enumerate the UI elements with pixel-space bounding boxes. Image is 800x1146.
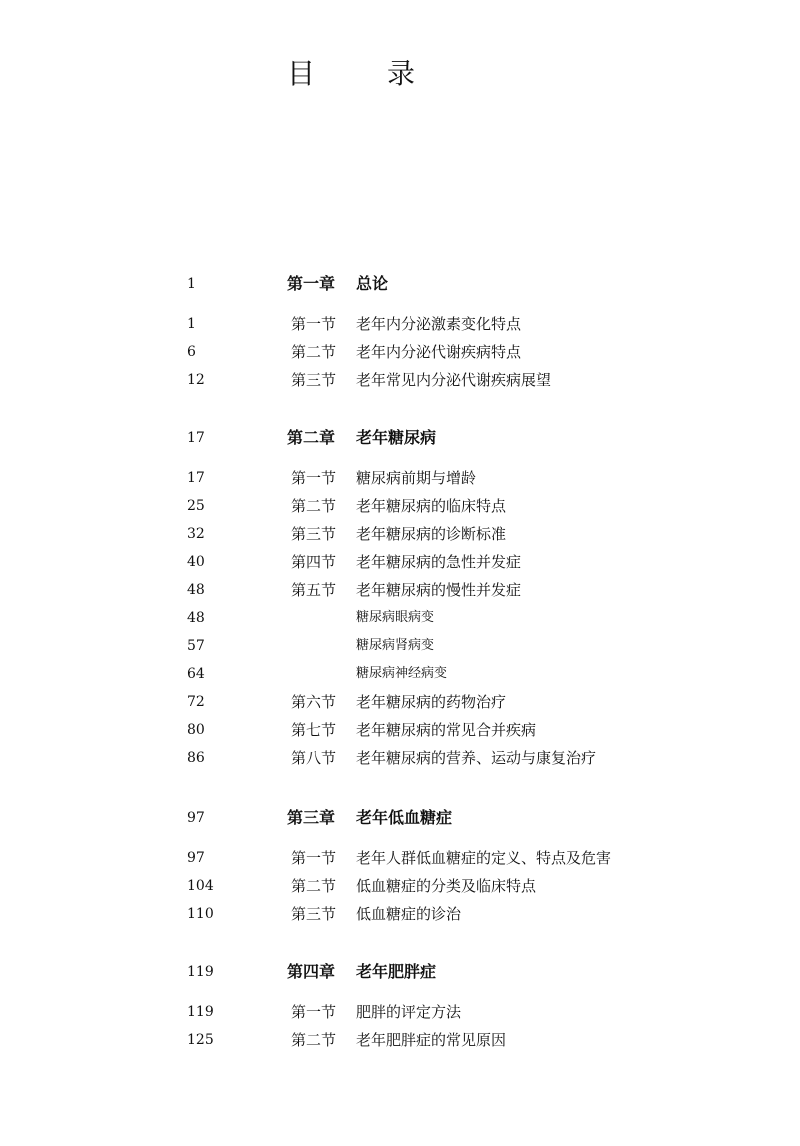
toc-section-row — [0, 1000, 800, 1024]
toc-section-label: 第一节 — [291, 469, 337, 487]
toc-subsection-row — [0, 662, 800, 686]
toc-section-label: 第二节 — [291, 497, 337, 515]
toc-page-number: 40 — [187, 554, 205, 570]
toc-chapter-label: 第三章 — [287, 808, 336, 827]
toc-section-row — [0, 1028, 800, 1052]
toc-page-number: 1 — [187, 276, 196, 292]
toc-entry-title: 老年内分泌代谢疾病特点 — [356, 343, 522, 361]
toc-page-number: 119 — [187, 964, 214, 980]
toc-entry-title: 老年糖尿病的慢性并发症 — [356, 581, 522, 599]
toc-page-number: 125 — [187, 1032, 214, 1048]
toc-entry-title: 老年糖尿病的急性并发症 — [356, 553, 522, 571]
toc-entry-title: 糖尿病前期与增龄 — [356, 469, 477, 487]
toc-entry-title: 老年内分泌激素变化特点 — [356, 315, 522, 333]
toc-entry-title: 糖尿病神经病变 — [356, 666, 448, 681]
toc-section-label: 第五节 — [291, 581, 337, 599]
toc-section-row — [0, 874, 800, 898]
toc-page-number: 97 — [187, 850, 205, 866]
toc-page-number: 57 — [187, 638, 205, 654]
toc-page-number: 6 — [187, 344, 196, 360]
toc-section-row — [0, 368, 800, 392]
toc-entry-title: 老年糖尿病的营养、运动与康复治疗 — [356, 749, 597, 767]
toc-page-number: 48 — [187, 610, 205, 626]
toc-section-row — [0, 466, 800, 490]
toc-section-label: 第二节 — [291, 343, 337, 361]
toc-chapter-row — [0, 806, 800, 830]
toc-chapter-title: 老年低血糖症 — [356, 808, 453, 827]
toc-chapter-label: 第二章 — [287, 428, 336, 447]
toc-section-row — [0, 846, 800, 870]
toc-section-label: 第三节 — [291, 371, 337, 389]
toc-entry-title: 老年人群低血糖症的定义、特点及危害 — [356, 849, 612, 867]
toc-page-number: 86 — [187, 750, 205, 766]
toc-section-label: 第三节 — [291, 525, 337, 543]
toc-entry-title: 肥胖的评定方法 — [356, 1003, 462, 1021]
toc-section-row — [0, 494, 800, 518]
toc-section-row — [0, 746, 800, 770]
page-title: 目 录 — [287, 57, 438, 90]
toc-entry-title: 老年糖尿病的药物治疗 — [356, 693, 507, 711]
toc-page-number: 17 — [187, 470, 205, 486]
toc-entry-title: 糖尿病肾病变 — [356, 638, 435, 653]
toc-section-row — [0, 522, 800, 546]
toc-page-number: 48 — [187, 582, 205, 598]
toc-section-row — [0, 718, 800, 742]
toc-chapter-title: 总论 — [356, 274, 389, 293]
toc-entry-title: 糖尿病眼病变 — [356, 610, 435, 625]
toc-page-number: 25 — [187, 498, 205, 514]
toc-page-number: 80 — [187, 722, 205, 738]
toc-page-number: 72 — [187, 694, 205, 710]
toc-page-number: 64 — [187, 666, 205, 682]
toc-entry-title: 低血糖症的分类及临床特点 — [356, 877, 537, 895]
toc-section-row — [0, 690, 800, 714]
toc-chapter-row — [0, 272, 800, 296]
toc-entry-title: 低血糖症的诊治 — [356, 905, 462, 923]
toc-page-number: 1 — [187, 316, 196, 332]
toc-section-row — [0, 550, 800, 574]
toc-section-label: 第二节 — [291, 1031, 337, 1049]
toc-section-row — [0, 902, 800, 926]
toc-chapter-row — [0, 960, 800, 984]
toc-section-label: 第六节 — [291, 693, 337, 711]
toc-section-label: 第三节 — [291, 905, 337, 923]
toc-chapter-label: 第一章 — [287, 274, 336, 293]
toc-section-label: 第二节 — [291, 877, 337, 895]
toc-chapter-title: 老年肥胖症 — [356, 962, 437, 981]
toc-chapter-label: 第四章 — [287, 962, 336, 981]
toc-chapter-row — [0, 426, 800, 450]
toc-page-number: 110 — [187, 906, 214, 922]
toc-page-number: 97 — [187, 810, 205, 826]
toc-section-label: 第一节 — [291, 1003, 337, 1021]
toc-chapter-title: 老年糖尿病 — [356, 428, 437, 447]
toc-entry-title: 老年糖尿病的常见合并疾病 — [356, 721, 537, 739]
toc-section-label: 第七节 — [291, 721, 337, 739]
toc-page-number: 119 — [187, 1004, 214, 1020]
toc-section-label: 第四节 — [291, 553, 337, 571]
toc-section-label: 第一节 — [291, 849, 337, 867]
toc-section-label: 第一节 — [291, 315, 337, 333]
toc-page-number: 104 — [187, 878, 214, 894]
toc-page-number: 32 — [187, 526, 205, 542]
toc-entry-title: 老年常见内分泌代谢疾病展望 — [356, 371, 552, 389]
toc-subsection-row — [0, 606, 800, 630]
toc-section-row — [0, 578, 800, 602]
toc-entry-title: 老年糖尿病的临床特点 — [356, 497, 507, 515]
toc-subsection-row — [0, 634, 800, 658]
toc-section-row — [0, 340, 800, 364]
toc-entry-title: 老年糖尿病的诊断标准 — [356, 525, 507, 543]
toc-page-number: 12 — [187, 372, 205, 388]
toc-section-row — [0, 312, 800, 336]
toc-section-label: 第八节 — [291, 749, 337, 767]
toc-entry-title: 老年肥胖症的常见原因 — [356, 1031, 507, 1049]
toc-page-number: 17 — [187, 430, 205, 446]
